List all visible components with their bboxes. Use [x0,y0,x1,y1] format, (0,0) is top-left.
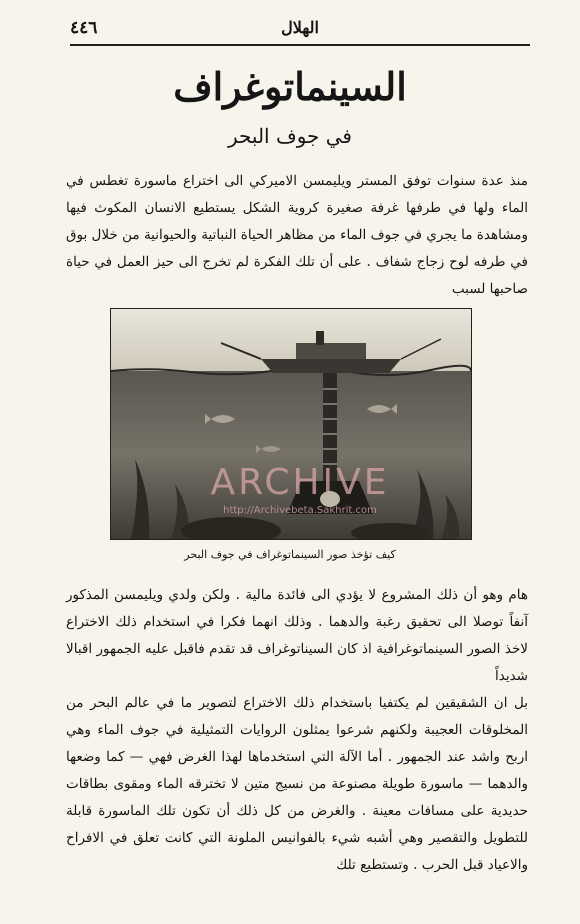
page-number: ٤٤٦ [70,18,98,38]
archive-watermark-url: http://Archivebeta.Sakhrit.com [223,505,377,516]
article-title: السينماتوغراف [173,64,407,109]
figure-caption: كيف تؤخذ صور السينماتوغراف في جوف البحر [184,548,396,561]
paragraph-3: بل ان الشقيقين لم يكتفيا باستخدام ذلك الاختراع لتصوير ما في عالم البحر من المخلوقات العجيبة ولكنهم شرعوا يمثلون الروايات التمثيلية في جوف الماء وهي اربح واشد عند الجمهور . أما الآلة التي استخدماها لهذا الغرض فهي — كما وضعها والدهما — ماسورة طويلة مصنوعة من نسيج متين لا تخترقه الماء ومقوى بطاقات حديدية على مسافات معينة . والغرض من كل ذلك أن تكون تلك الماسورة قابلة للتطويل والتقصير وهي أشبه شيء بالفوانيس الملونة التي كانت تعلق في الافراح والاعياد قبل الحرب . وتستطيع تلك [66,695,528,873]
paragraph-1: منذ عدة سنوات توفق المستر ويليمسن الاميركي الى اختراع ماسورة تغطس في الماء ولها في طرفها غرفة صغيرة كروية الشكل يستطيع الانسان المكوث فيها ومشاهدة ما يجري في جوف الماء من مظاهر الحياة النباتية والحيوانية من خلال بوق في طرفه لوح زجاج شفاف . على أن تلك الفكرة لم تخرج الى حيز العمل في حياة صاحبها لسبب [66,173,528,297]
article-subtitle: في جوف البحر [227,124,352,148]
archive-watermark: ARCHIVE [210,462,390,503]
running-head: الهلال [281,18,319,37]
paragraph-2: هام وهو أن ذلك المشروع لا يؤدي الى فائدة مالية . ولكن ولدي ويليمسن المذكور آنفاً توصلا الى تحقيق رغبة والدهما . وذلك انهما فكرا في استخدام ذلك الاختراع لاخذ الصور السينماتوغرافية اذ كان السيناتوغراف قد تقدم فاقبل عليه الجمهور اقبالا شديداً [66,587,528,684]
page-header [70,12,530,46]
